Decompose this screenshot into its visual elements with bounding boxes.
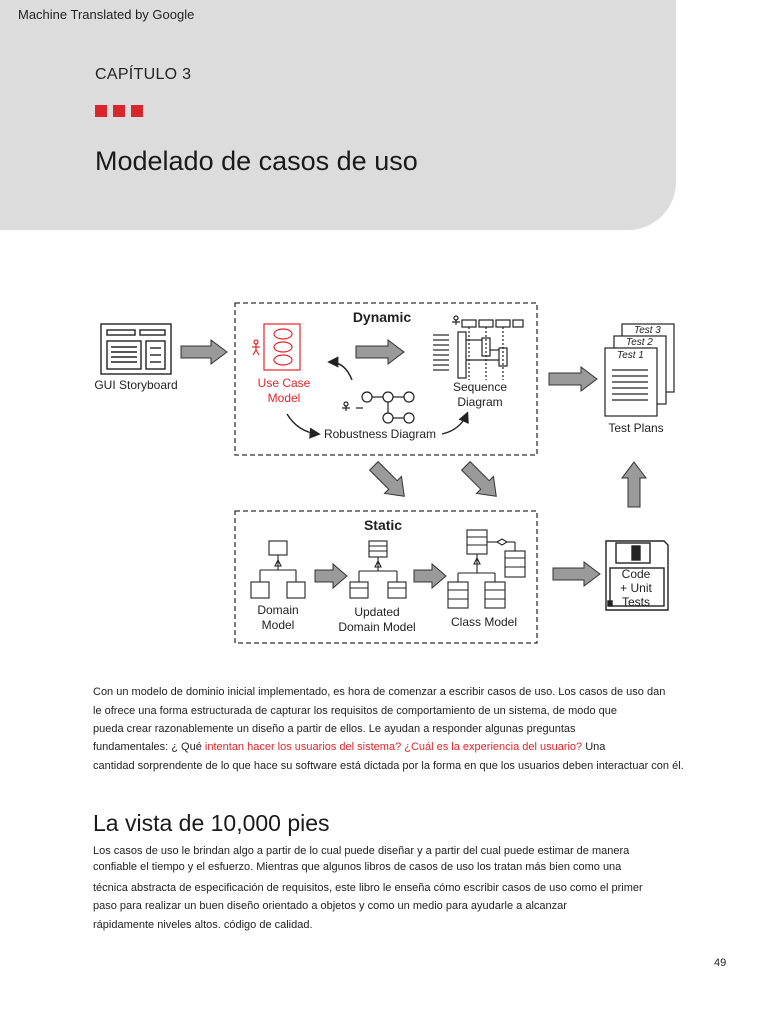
class-model-label: Class Model [450, 615, 518, 629]
section-title: La vista de 10,000 pies [93, 810, 330, 836]
class-model-icon [448, 530, 525, 608]
section-line-2: confiable el tiempo y el esfuerzo. Mientras que algunos libros de casos de uso los tratan más bien como una [93, 861, 622, 873]
test-2-label: Test 2 [626, 337, 653, 348]
robustness-diagram-icon [342, 392, 414, 423]
gui-storyboard-label: GUI Storyboard [94, 378, 178, 392]
sequence-diagram-icon [433, 316, 523, 380]
intro-line-3: pueda crear razonablemente un diseño a partir de ellos. Le ayudan a responder algunas preguntas [93, 723, 576, 735]
code-label: Code [621, 567, 651, 581]
sequence-diagram-label-2: Diagram [457, 395, 503, 409]
static-title: Static [363, 517, 403, 533]
chapter-title: Modelado de casos de uso [95, 146, 418, 176]
machine-translated-label: Machine Translated by Google [18, 7, 195, 22]
domain-model-label-1: Domain [257, 603, 299, 617]
dynamic-title: Dynamic [352, 309, 412, 325]
section-line-5: rápidamente niveles altos. código de calidad. [93, 919, 313, 931]
gui-storyboard-icon [101, 324, 171, 374]
test-1-label: Test 1 [617, 350, 644, 361]
intro-line-4 [93, 741, 605, 753]
intro-line-4-c: Una [582, 741, 606, 753]
domain-model-label-2: Model [261, 618, 295, 632]
chapter-marks [95, 105, 143, 117]
intro-highlight: intentan hacer los usuarios del sistema? ¿Cuál es la experiencia del usuario? [204, 741, 583, 753]
test-3-label: Test 3 [634, 325, 661, 336]
process-diagram [0, 290, 768, 650]
intro-line-5: cantidad sorprendente de lo que hace su software está dictada por la forma en que los usuarios deben interactuar con él. [93, 760, 684, 772]
unit-label: + Unit [620, 581, 652, 595]
block-arrows [181, 340, 646, 588]
updated-domain-model-label-1: Updated [354, 605, 400, 619]
intro-line-1: Con un modelo de dominio inicial implementado, es hora de comenzar a escribir casos de uso. Los casos de uso dan [93, 686, 666, 698]
tests-label: Tests [621, 595, 651, 609]
use-case-model-icon [252, 324, 300, 370]
robustness-diagram-label: Robustness Diagram [323, 427, 437, 441]
updated-domain-model-label-2: Domain Model [338, 620, 416, 634]
use-case-model-label-1: Use Case [257, 376, 311, 390]
section-line-4: paso para realizar un buen diseño orientado a objetos y como un medio para ayudarle a alcanzar [93, 900, 567, 912]
section-line-1: Los casos de uso le brindan algo a partir de lo cual puede diseñar y a partir del cual puede estimar de manera [93, 845, 630, 857]
sequence-diagram-label-1: Sequence [452, 380, 508, 394]
test-plans-label: Test Plans [608, 421, 664, 435]
intro-line-2: le ofrece una forma estructurada de capturar los requisitos de comportamiento de un sistema, de modo que [93, 705, 618, 717]
intro-line-4-a: fundamentales: ¿ Qué [93, 741, 205, 753]
curved-arrows [287, 362, 467, 434]
page-number: 49 [714, 957, 727, 969]
section-line-3: técnica abstracta de especificación de requisitos, este libro le enseña cómo escribir casos de uso como el primer [93, 882, 643, 894]
domain-model-icon [251, 541, 305, 598]
use-case-model-label-2: Model [267, 391, 301, 405]
updated-domain-model-icon [350, 541, 406, 598]
chapter-label: CAPÍTULO 3 [95, 66, 192, 83]
